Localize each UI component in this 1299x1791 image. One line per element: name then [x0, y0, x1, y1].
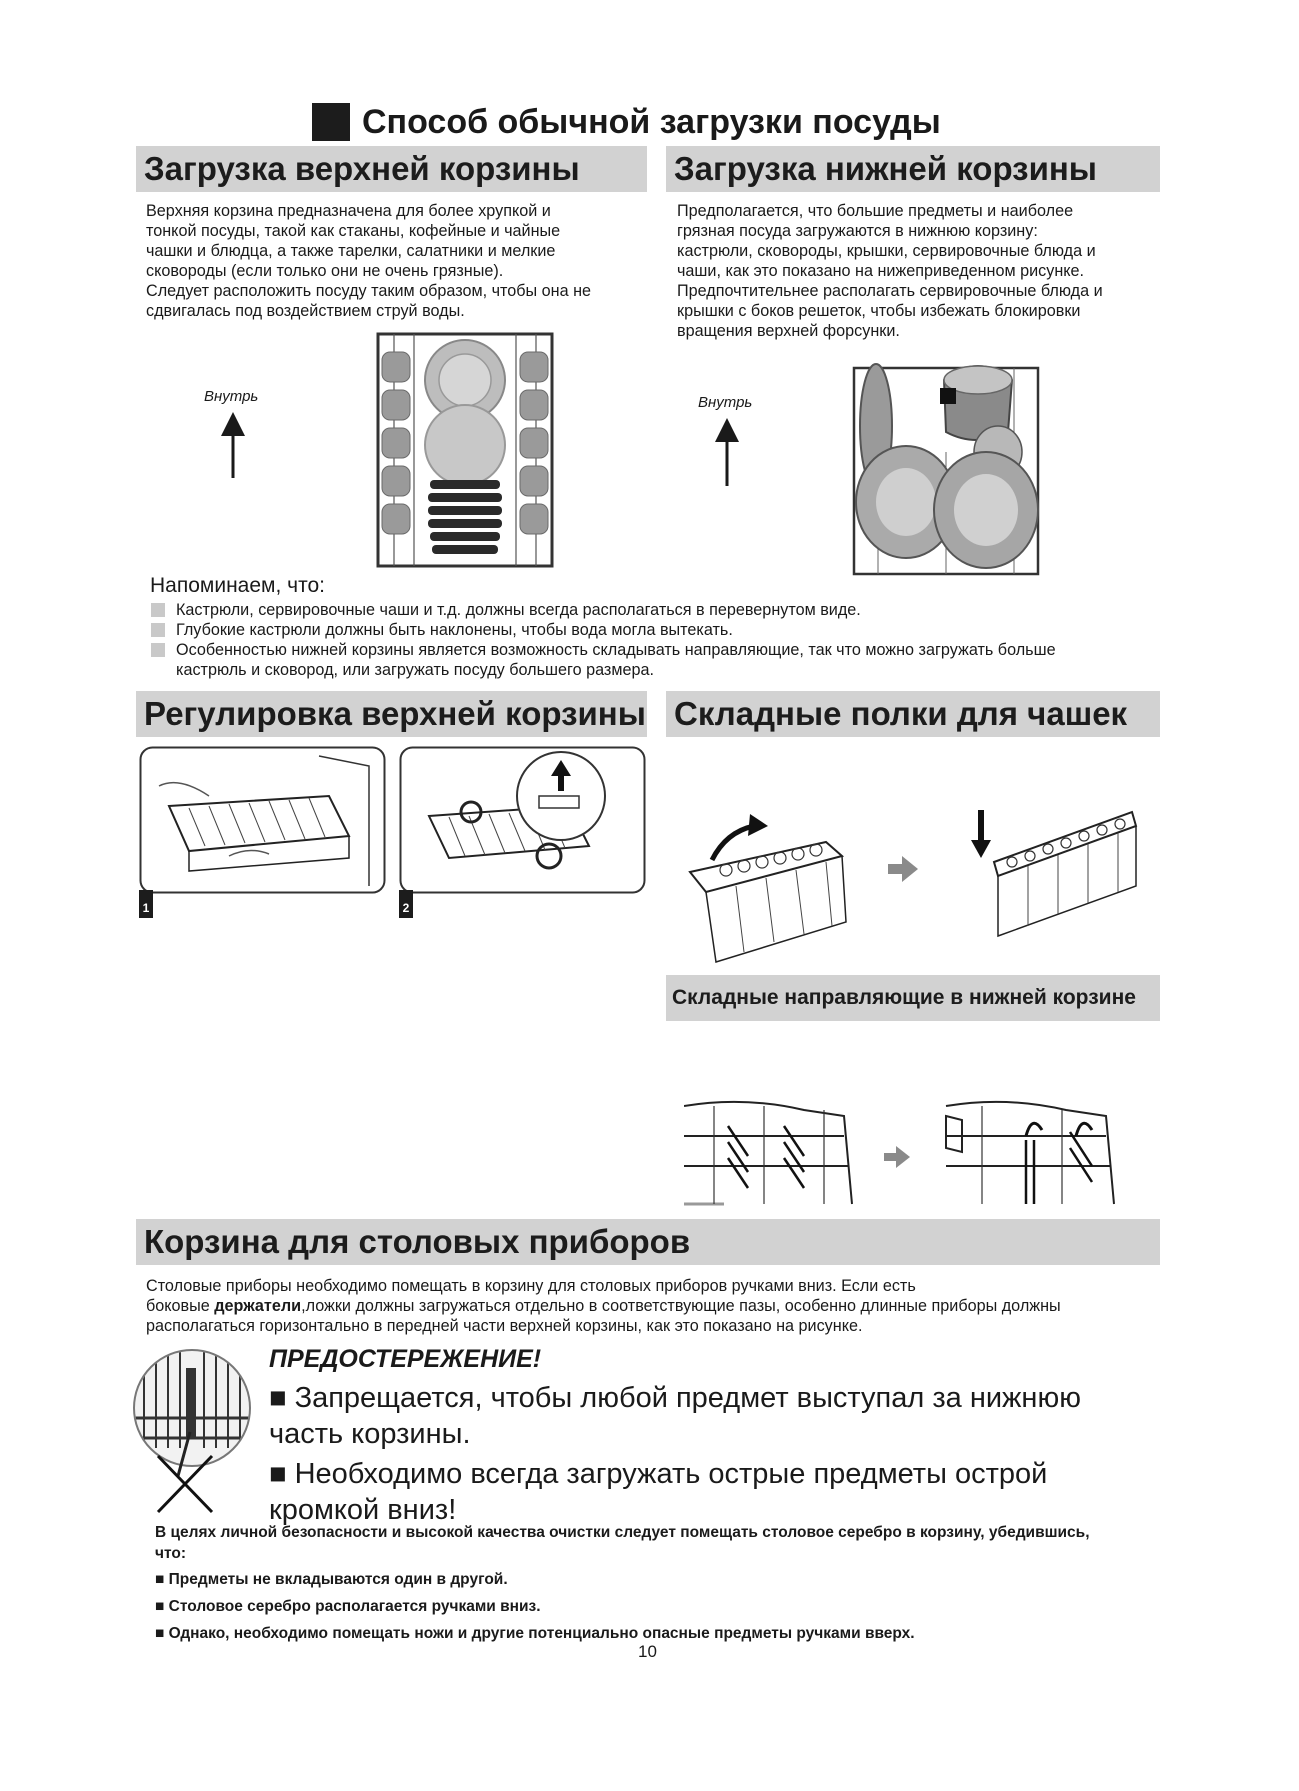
warning-line-2: часть корзины. — [269, 1418, 471, 1450]
lower-basket-heading: Загрузка нижней корзины — [666, 146, 1160, 192]
cup-shelf-arrow-icon — [888, 856, 918, 882]
reminder-title: Напоминаем, что: — [150, 574, 325, 597]
lower-basket-illustration — [848, 352, 1044, 578]
upper-inward-arrow-icon — [218, 410, 248, 480]
cup-shelves-heading: Складные полки для чашек — [666, 691, 1160, 737]
safety-text: В целях личной безопасности и высокой качества очистки следует помещать столовое серебро в корзину, убедившись, что: — [155, 1524, 1090, 1562]
upper-basket-illustration — [374, 330, 556, 570]
warning-line-1: ■ Запрещается, чтобы любой предмет выступал за нижнюю — [269, 1382, 1081, 1414]
folding-guides-arrow-icon — [884, 1146, 910, 1168]
upper-inward-label: Внутрь — [204, 388, 259, 405]
list-item: Кастрюли, сервировочные чаши и т.д. должны всегда располагаться в перевернутом виде. — [151, 600, 1056, 620]
cup-shelf-up-illustration — [686, 812, 852, 972]
bullet-square-icon — [151, 603, 165, 617]
cutlery-heading: Корзина для столовых приборов — [136, 1219, 1160, 1265]
title-square-icon — [312, 103, 350, 141]
lower-inward-label: Внутрь — [698, 394, 753, 411]
folding-guides-before-illustration — [684, 1096, 856, 1206]
safety-list — [155, 1566, 915, 1647]
cutlery-warning-illustration — [130, 1348, 254, 1516]
list-item: Глубокие кастрюли должны быть наклонены, чтобы вода могла вытекать. — [151, 620, 1056, 640]
step-2-tab: 2 — [399, 890, 413, 918]
reminder-list: Кастрюли, сервировочные чаши и т.д. должны всегда располагаться в перевернутом виде. Глубокие кастрюли должны быть наклонены, чтобы вода могла вытекать. Особенностью нижней корзины является возможность складывать направляющие, так что можно загружать больше кастрюль и сковород, или загружать посуду большего размера. — [151, 600, 1056, 680]
list-item: ■ Столовое серебро располагается ручками вниз. — [155, 1598, 541, 1615]
bullet-square-icon — [151, 623, 165, 637]
upper-basket-heading: Загрузка верхней корзины — [136, 146, 647, 192]
bullet-square-icon — [151, 643, 165, 657]
adjust-step2-illustration — [399, 746, 646, 894]
upper-basket-text: Верхняя корзина предназначена для более хрупкой и тонкой посуды, такой как стаканы, кофейные и чайные чашки и блюдца, а также тарелки, салатники и мелкие сковороды (если только они не очень грязные). Следует расположить посуду таким образом, чтобы она не сдвигалась под воздействием струй воды. — [146, 202, 592, 320]
holders-term: держатели — [214, 1297, 302, 1315]
step-1-tab: 1 — [139, 890, 153, 918]
folding-guides-heading: Складные направляющие в нижней корзине — [666, 975, 1160, 1021]
adjust-heading: Регулировка верхней корзины — [136, 691, 647, 737]
folding-guides-after-illustration — [942, 1096, 1118, 1206]
lower-inward-arrow-icon — [712, 416, 742, 488]
list-item: ■ Предметы не вкладываются один в другой. — [155, 1571, 508, 1588]
cutlery-text: Столовые приборы необходимо помещать в корзину для столовых приборов ручками вниз. Если есть боковые держатели,ложки должны загружаться отдельно в соответствующие пазы, особенно длинные приборы должны располагаться горизонтально в передней части верхней корзины, как это показано на рисунке. — [146, 1277, 1061, 1335]
warning-line-4: кромкой вниз! — [269, 1494, 457, 1526]
warning-title: ПРЕДОСТЕРЕЖЕНИЕ! — [269, 1345, 542, 1373]
list-item: ■ Однако, необходимо помещать ножи и другие потенциально опасные предметы ручками вверх. — [155, 1625, 915, 1642]
lower-basket-text: Предполагается, что большие предметы и наиболее грязная посуда загружаются в нижнюю корзину: кастрюли, сковороды, крышки, сервировочные блюда и чаши, как это показано на нижеприведенном рисунке. Предпочтительнее располагать сервировочные блюда и крышки с боков решеток, чтобы избежать блокировки вращения верхней форсунки. — [677, 202, 1103, 340]
page-number: 10 — [638, 1642, 657, 1661]
adjust-step1-illustration — [139, 746, 386, 894]
list-item: Особенностью нижней корзины является возможность складывать направляющие, так что можно загружать больше — [151, 640, 1056, 660]
cup-shelf-down-illustration — [968, 806, 1138, 946]
page-title: Способ обычной загрузки посуды — [312, 100, 941, 144]
warning-line-3: ■ Необходимо всегда загружать острые предметы острой — [269, 1458, 1048, 1490]
